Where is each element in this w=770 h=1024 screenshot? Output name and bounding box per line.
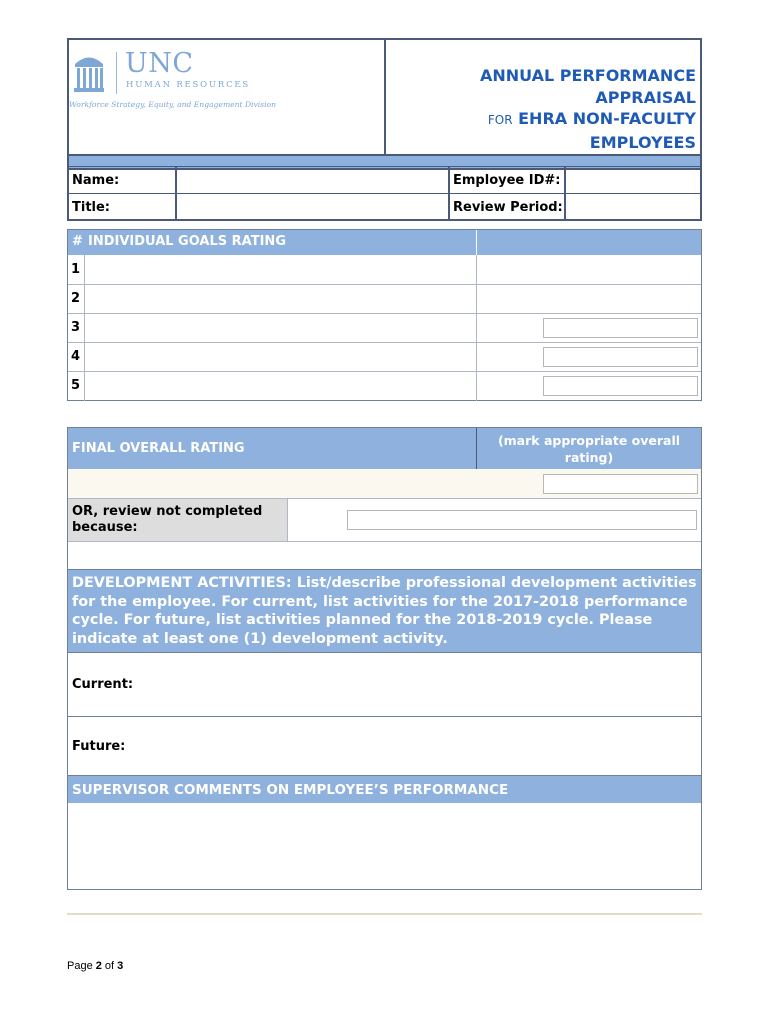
goal-row-4-rating[interactable] (543, 347, 698, 367)
title-line-4: EMPLOYEES (589, 132, 696, 152)
goal-row-1-number: 1 (71, 262, 81, 277)
goal-row-3-number: 3 (71, 320, 81, 335)
employee-id-field[interactable] (567, 168, 699, 192)
info-top-rule (67, 166, 702, 167)
header-divider (384, 38, 386, 156)
page-number (67, 960, 123, 972)
supervisor-comments-field[interactable] (70, 805, 699, 887)
goals-header-label: INDIVIDUAL GOALS RATING (88, 234, 286, 249)
title-field[interactable] (178, 195, 447, 219)
final-rating-header-divider (476, 428, 477, 469)
logo-separator (116, 52, 117, 94)
goals-col-num-divider (84, 255, 85, 401)
goal-row-2-field[interactable] (86, 285, 475, 312)
division-text: Workforce Strategy, Equity, and Engagement Division (69, 100, 277, 109)
final-rating-note: (mark appropriate overall rating) (497, 433, 681, 465)
goal-row-3-rating[interactable] (543, 318, 698, 338)
employee-id-label: Employee ID#: (453, 173, 561, 188)
final-rating-field[interactable] (543, 474, 698, 494)
goals-col-rating-divider (476, 255, 477, 401)
title-line-2: APPRAISAL (595, 87, 696, 107)
development-rule-1 (68, 652, 701, 653)
goal-row-4-number: 4 (71, 349, 81, 364)
goal-row-5-number: 5 (71, 378, 81, 393)
logo-word: UNC (125, 48, 194, 79)
current-label: Current: (72, 677, 134, 692)
development-heading: DEVELOPMENT ACTIVITIES: List/describe professional development activities for the employee. For current, list activities for the 2017-2018 performance cycle. For future, list activities planned for the 2018-2019 cycle. Please indicate at least one (1) development activity. (72, 575, 697, 647)
page-prefix: Page (67, 960, 96, 972)
title-label: Title: (72, 200, 111, 215)
info-col-2 (448, 166, 450, 221)
title-line-1: ANNUAL PERFORMANCE (479, 66, 696, 85)
title-for: FOR (487, 113, 513, 127)
goal-row-1-field[interactable] (86, 256, 475, 283)
goals-header-hash: # (72, 234, 83, 249)
review-period-field[interactable] (567, 195, 699, 219)
name-field[interactable] (178, 168, 447, 192)
goal-row-2-number: 2 (71, 291, 81, 306)
goal-row-5-field[interactable] (86, 372, 475, 399)
page-of: of (101, 960, 118, 972)
future-label: Future: (72, 739, 126, 754)
info-col-1 (175, 166, 177, 221)
goal-row-3-field[interactable] (86, 314, 475, 341)
or-label: OR, review not completed because: (72, 504, 263, 535)
old-well-icon (72, 52, 106, 94)
info-col-3 (564, 166, 566, 221)
logo-subtitle: HUMAN RESOURCES (126, 80, 251, 90)
goal-row-5-rating[interactable] (543, 376, 698, 396)
page-total: 3 (117, 960, 124, 972)
title-line-3: FOR EHRA NON-FACULTY (487, 109, 696, 128)
development-rule-2 (68, 716, 701, 717)
future-activities-field[interactable] (140, 719, 698, 774)
final-rule-2 (68, 541, 701, 542)
final-rating-label: FINAL OVERALL RATING (72, 441, 245, 456)
unc-logo (69, 48, 372, 118)
info-mid-rule (67, 193, 702, 194)
name-label: Name: (72, 173, 120, 188)
goals-header-divider (476, 230, 477, 255)
current-activities-field[interactable] (140, 656, 698, 714)
page-current: 2 (95, 960, 102, 972)
not-completed-reason-field[interactable] (347, 510, 697, 530)
supervisor-heading: SUPERVISOR COMMENTS ON EMPLOYEE’S PERFORMANCE (72, 782, 509, 798)
goal-row-4-field[interactable] (86, 343, 475, 370)
footer-rule (67, 913, 702, 915)
review-period-label: Review Period: (453, 200, 563, 215)
form-title (400, 65, 696, 153)
